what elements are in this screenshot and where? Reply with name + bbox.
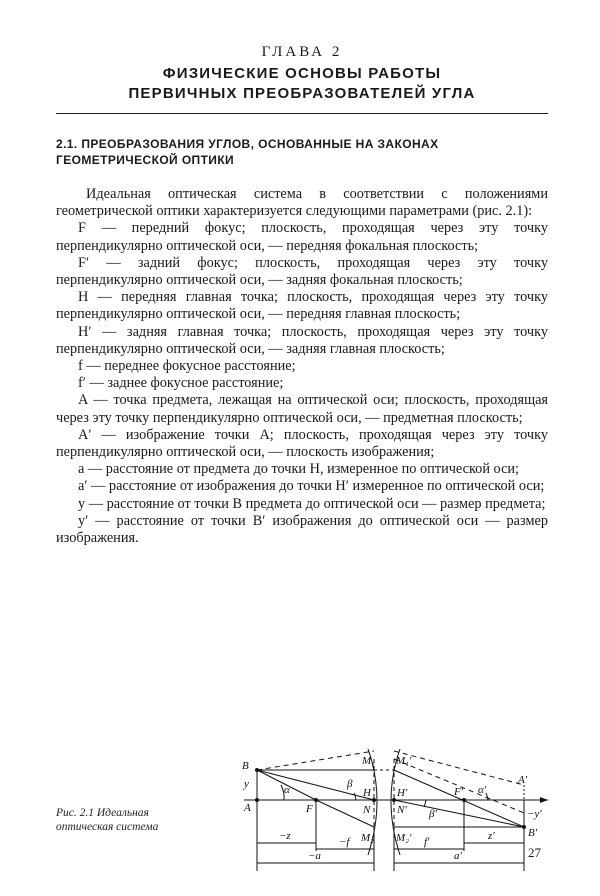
- label-zprime: z′: [488, 830, 495, 842]
- label-m1: M₁: [362, 755, 375, 767]
- label-m1p: M₁′: [396, 755, 412, 767]
- paragraph-image-point: A′ — изображение точки A; плоскость, проходящая через эту точку перпендикулярно оптической оси, — плоскость изображения;: [56, 426, 548, 461]
- label-z: −z: [279, 830, 291, 842]
- label-bp: B′: [528, 827, 538, 839]
- body-text: [56, 186, 548, 547]
- paragraph-front-focus: F — передний фокус; плоскость, проходящая через эту точку перпендикулярно оптической оси, — передняя фокальная плоскость;: [56, 220, 548, 254]
- heading-divider: [56, 113, 548, 114]
- ray-nodal: [257, 770, 374, 800]
- label-yp: −y′: [527, 808, 542, 820]
- label-y: y: [244, 778, 249, 790]
- label-np: N′: [397, 804, 407, 816]
- label-f: F: [306, 803, 313, 815]
- ray-dashed-upper-2: [394, 751, 524, 785]
- ray-through-fprime: [394, 770, 524, 827]
- label-beta: β: [347, 778, 353, 790]
- paragraph-back-principal-point: H′ — задняя главная точка; плоскость, проходящая через эту точку перпендикулярно оптической оси, — задняя главная плоскость;: [56, 323, 548, 357]
- chapter-heading: ГЛАВА 2: [261, 44, 343, 60]
- point-f: [314, 798, 318, 802]
- label-minus-f: −f: [339, 836, 350, 848]
- paragraph-back-focal-length: f′ — заднее фокусное расстояние;: [78, 375, 284, 392]
- angle-beta-arc: [354, 793, 356, 800]
- label-m2: M₂: [361, 832, 374, 844]
- point-hp: [392, 798, 396, 802]
- paragraph-intro: Идеальная оптическая система в соответствии с положениями геометрической оптики характеризуется следующими параметрами (рис. 2.1):: [56, 186, 548, 220]
- point-bp: [522, 825, 526, 829]
- label-aprime: a′: [454, 850, 462, 862]
- label-minus-a: −a: [308, 850, 321, 862]
- label-alpha: α: [284, 784, 290, 796]
- label-m2p: M₂′: [396, 832, 412, 844]
- paragraph-image-size: y′ — расстояние от точки B′ изображения до оптической оси — размер изображения.: [56, 512, 548, 547]
- angle-alphap-arc: [486, 793, 488, 800]
- paragraph-front-focal-length: f — переднее фокусное расстояние;: [78, 358, 296, 375]
- arrowhead-axis: [540, 797, 548, 803]
- paragraph-object-size: y — расстояние от точки B предмета до оптической оси — размер предмета;: [78, 495, 546, 512]
- label-hp: H′: [397, 787, 408, 799]
- label-b: B: [242, 760, 249, 772]
- label-betap: β′: [429, 808, 437, 820]
- point-h: [372, 798, 376, 802]
- section-heading-line-1: 2.1. ПРЕОБРАЗОВАНИЯ УГЛОВ, ОСНОВАННЫЕ НА ЗАКОНАХ: [56, 137, 439, 151]
- paragraph-object-distance: a — расстояние от предмета до точки H, измеренное по оптической оси;: [78, 461, 520, 478]
- paragraph-front-principal-point: H — передняя главная точка; плоскость, проходящая через эту точку перпендикулярно оптической оси, — передняя главная плоскость;: [56, 289, 548, 323]
- paragraph-object-point: A — точка предмета, лежащая на оптической оси; плоскость, проходящая через эту точку перпендикулярно оптической оси, — предметная плоскость;: [56, 392, 548, 426]
- label-n: N: [363, 804, 371, 816]
- label-alphap: α′: [478, 784, 487, 796]
- figure-caption: Рис. 2.1 Идеальная оптическая система: [56, 807, 159, 833]
- label-a: A: [244, 802, 251, 814]
- paragraph-image-distance: a′ — расстояние от изображения до точки H′ измеренное по оптической оси;: [78, 478, 545, 495]
- label-fp: F′: [454, 786, 464, 798]
- point-fp: [462, 798, 466, 802]
- point-a: [255, 798, 259, 802]
- label-h: H: [363, 787, 371, 799]
- optical-diagram: [56, 721, 548, 871]
- ray-nodal-out: [394, 800, 524, 827]
- figure-optical-system: [56, 721, 548, 871]
- label-ap: A′: [518, 774, 528, 786]
- point-b: [255, 768, 259, 772]
- chapter-title-line-2: ПЕРВИЧНЫХ ПРЕОБРАЗОВАТЕЛЕЙ УГЛА: [128, 85, 476, 102]
- label-fprime: f′: [424, 836, 430, 848]
- section-heading: [56, 136, 548, 168]
- section-heading-line-2: ГЕОМЕТРИЧЕСКОЙ ОПТИКИ: [56, 153, 235, 167]
- ray-dashed-upper: [257, 751, 374, 770]
- page-number: 27: [528, 845, 541, 860]
- chapter-title: [56, 64, 548, 104]
- paragraph-back-focus: F′ — задний фокус; плоскость, проходящая через эту точку перпендикулярно оптической оси, — задняя фокальная плоскость;: [56, 254, 548, 289]
- chapter-title-line-1: ФИЗИЧЕСКИЕ ОСНОВЫ РАБОТЫ: [162, 65, 442, 82]
